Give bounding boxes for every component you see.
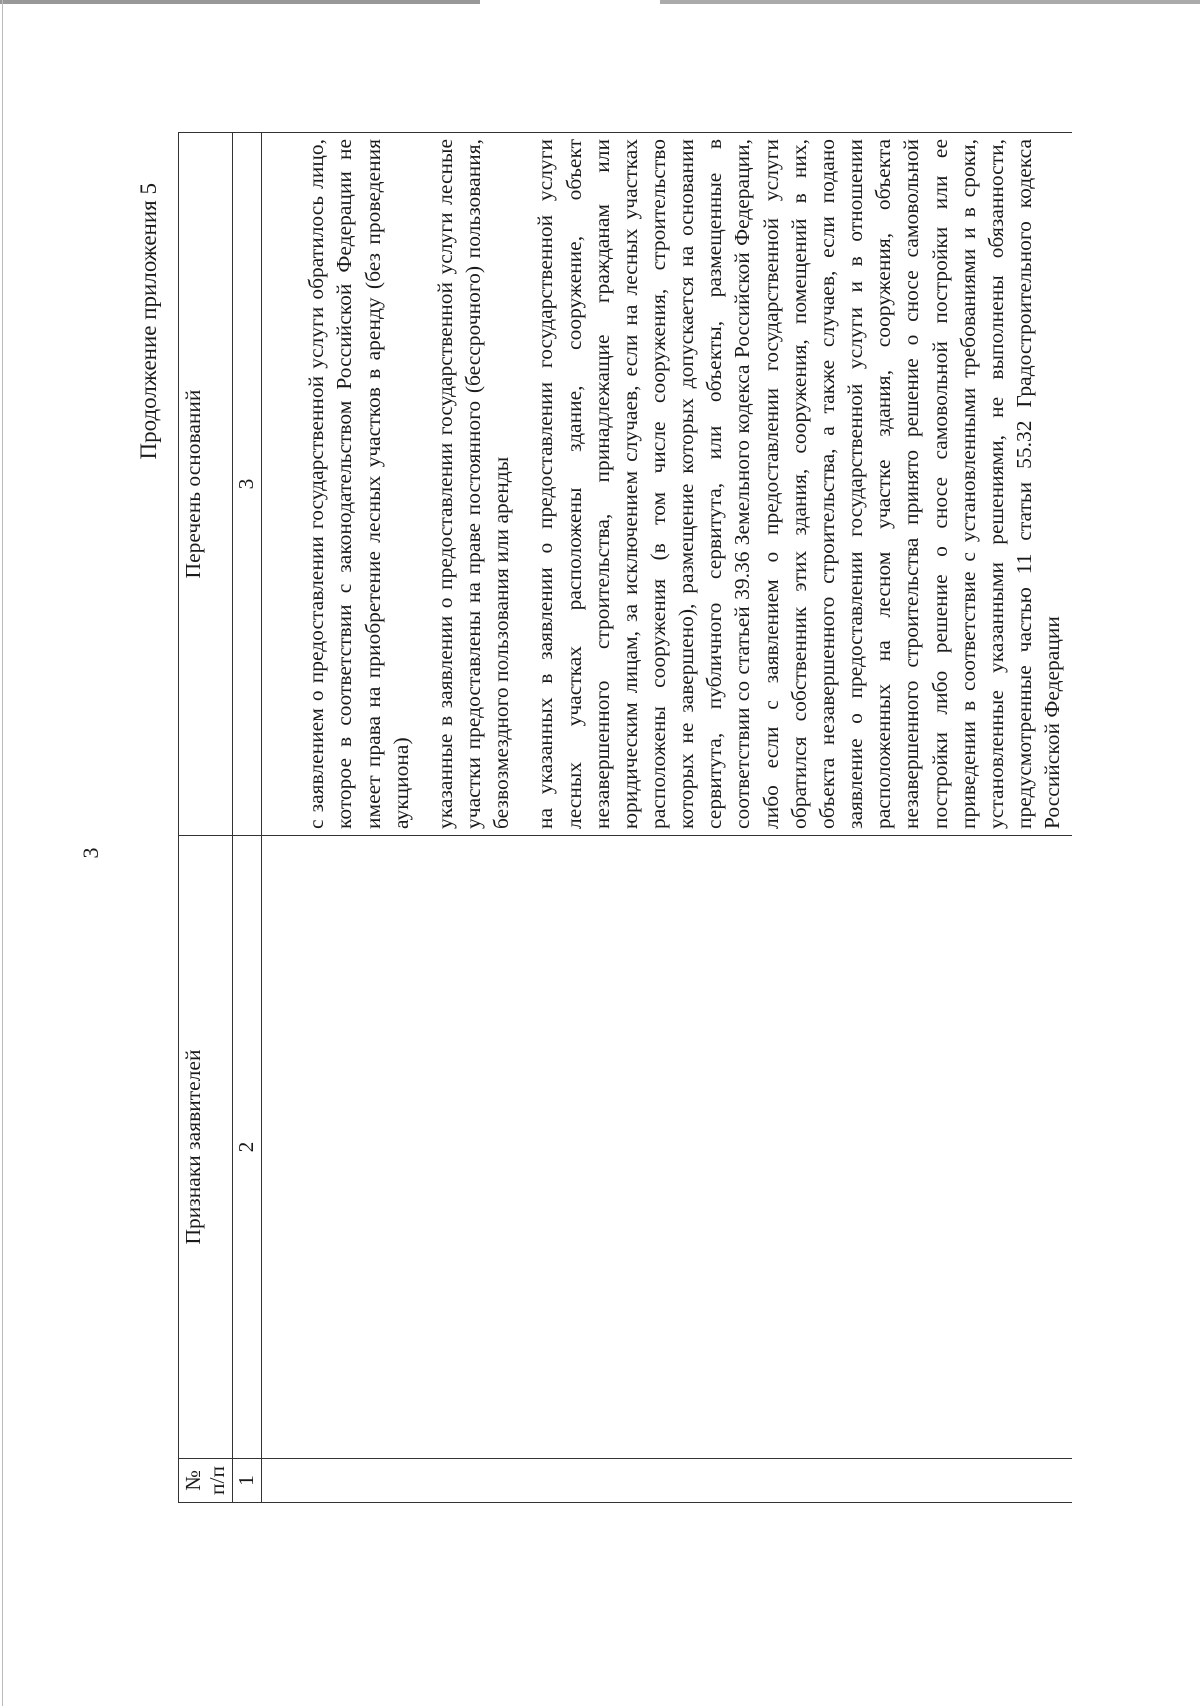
page-number: 3 xyxy=(78,847,103,859)
header-grounds-list: Перечень оснований xyxy=(179,133,233,836)
header-number: № п/п xyxy=(179,1459,233,1503)
grounds-table xyxy=(178,132,1072,1503)
grounds-cell xyxy=(262,133,1073,836)
header-applicant-features: Признаки заявителей xyxy=(179,836,233,1459)
ground-item-3: на указанных в заявлении о предоставлении государственной услуги лесных участках расположены здание, сооружение, объект незавершенного строительства, принадлежащие гражданам или юридическим лицам, за исключением случаев, если на лесных участках расположены сооружения (в том числе сооружения, строительство которых не завершено), размещение которых допускается на основании сервитута, публичного сервитута, или объекты, размещенные в соответствии со статьей 39.36 Земельного кодекса Российской Федерации, либо если с заявлением о предоставлении государственной услуги обратился собственник этих здания, сооружения, помещений в них, объекта незавершенного строительства, а также случаев, если подано заявление о предоставлении государственной услуги и в отношении расположенных на лесном участке здания, сооружения, объекта незавершенного строительства принято решение о сносе самовольной постройки либо решение о сносе самовольной постройки или ее приведении в соответствие с установленными требованиями и в сроки, установленные указанными решениями, не выполнены обязанности, предусмотренные частью 11 статьи 55.32 Градостроительного кодекса Российской Федерации xyxy=(533,139,1065,829)
scan-edge-top xyxy=(0,0,1200,4)
row-number-cell xyxy=(262,1459,1073,1503)
document-page xyxy=(70,53,1130,1653)
continuation-label: Продолжение приложения 5 xyxy=(136,183,161,460)
column-number-row xyxy=(233,133,262,1503)
ground-item-2: указанные в заявлении о предоставлении государственной услуги лесные участки предоставлены на праве постоянного (бессрочного) пользования, безвозмездного пользования или аренды xyxy=(432,139,514,829)
table-header-row xyxy=(179,133,233,1503)
column-number-2: 2 xyxy=(233,836,262,1459)
applicant-features-cell xyxy=(262,836,1073,1459)
column-number-1: 1 xyxy=(233,1459,262,1503)
column-number-3: 3 xyxy=(233,133,262,836)
ground-item-1: с заявлением о предоставлении государственной услуги обратилось лицо, которое в соответствии с законодательством Российской Федерации не имеет права на приобретение лесных участков в аренду (без проведения аукциона) xyxy=(304,139,413,829)
table-row xyxy=(262,133,1073,1503)
scan-edge-left xyxy=(2,0,3,1706)
